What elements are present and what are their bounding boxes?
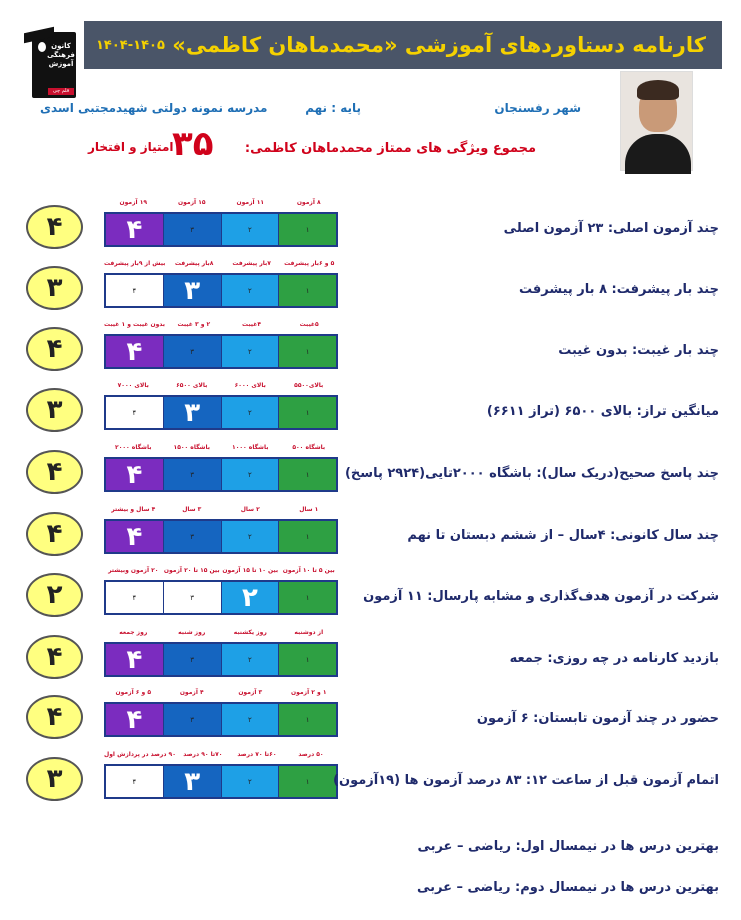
points-circle: ۳ [26,388,83,432]
level-box: ۱ [278,275,336,306]
level-label: ۷بار پیشرفت [232,260,271,267]
achievement-question: چند بار پیشرفت: ۸ بار پیشرفت [518,282,719,297]
level-labels [104,629,338,641]
level-box-achieved: ۴ [106,644,163,675]
level-scale [104,457,338,492]
level-box: ۴ [106,766,163,797]
points-circle: ۴ [26,695,83,739]
level-box: ۴ [106,582,163,613]
level-scale [104,395,338,430]
level-label: ۳ آزمون [238,689,263,696]
level-label: بین ۱۰ تا ۱۵ آزمون [222,567,279,574]
points-circle: ۲ [26,573,83,617]
level-label: بدون غیبت و ۱ غیبت [104,321,166,328]
points-circle: ۴ [26,635,83,679]
logo-text: کانون فرهنگی آموزش [47,42,75,68]
level-label: باشگاه ۵۰۰ [292,444,326,451]
level-scale [104,702,338,737]
achievement-row [0,199,741,247]
level-labels [104,567,338,579]
level-scale [104,764,338,799]
level-labels [104,444,338,456]
level-label: ۲ سال [240,506,260,513]
level-labels [104,321,338,333]
level-label: ۱۹ آزمون [119,199,148,206]
level-box: ۱ [278,704,336,735]
achievement-row [0,629,741,677]
level-label: ۴غیبت [242,321,262,328]
academic-year: ۱۴۰۴-۱۴۰۵ [96,37,165,53]
achievement-question: میانگین تراز: بالای ۶۵۰۰ (تراز ۶۶۱۱) [486,404,719,419]
best-subjects-term1: بهترین درس ها در نیمسال اول: ریاضی – عربی [417,839,719,854]
level-scale [104,580,338,615]
photo-hair [637,80,679,100]
achievement-row [0,506,741,554]
level-box-achieved: ۲ [221,582,279,613]
points-circle: ۳ [26,266,83,310]
level-box: ۱ [278,214,336,245]
level-scale [104,212,338,247]
points-circle: ۴ [26,205,83,249]
level-box-achieved: ۴ [106,336,163,367]
level-box: ۱ [278,397,336,428]
level-box: ۱ [278,582,336,613]
school-label: مدرسه نمونه دولتی شهیدمجتبی اسدی [40,101,268,115]
level-label: ۵ و ۶بار پیشرفت [284,260,335,267]
achievement-question: شرکت در آزمون هدف‌گذاری و مشابه پارسال: ۱۱ آزمون [363,589,719,604]
title-bar [84,21,722,69]
level-label: ۸ آزمون [296,199,321,206]
level-label: باشگاه ۲۰۰۰ [115,444,152,451]
achievement-row [0,444,741,492]
level-labels [104,199,338,211]
achievement-row [0,382,741,430]
level-label: ۴ سال و بیشتر [111,506,156,513]
level-label: روز یکشنبه [233,629,267,636]
level-box: ۳ [163,336,221,367]
level-label: ۴ آزمون [179,689,204,696]
level-box: ۱ [278,521,336,552]
level-label: روز جمعه [119,629,148,636]
level-label: ۶۰تا ۷۰ درصد [237,751,277,758]
logo-tag: قلم چی [48,88,74,95]
points-circle: ۳ [26,757,83,801]
achievement-row [0,689,741,737]
level-box-achieved: ۴ [106,214,163,245]
best-subjects-term2: بهترین درس ها در نیمسال دوم: ریاضی – عربی [416,880,719,895]
level-box: ۲ [221,704,279,735]
level-label: ۹۰ درصد در پردازش اول [103,751,176,758]
kanoon-logo [22,18,78,100]
level-box: ۲ [221,336,279,367]
level-label: ۵غیبت [299,321,319,328]
achievement-row [0,567,741,615]
achievement-row [0,260,741,308]
level-label: ۱ سال [299,506,319,513]
student-photo [620,71,693,171]
level-label: بین ۵ تا ۱۰ آزمون [282,567,335,574]
level-box: ۱ [278,459,336,490]
level-label: بین ۱۵ تا ۲۰ آزمون [163,567,220,574]
level-label: بیش از ۹بار پیشرفت [103,260,166,267]
level-label: ۲۰ آزمون وبیشتر [108,567,159,574]
page-title: کارنامه دستاوردهای آموزشی «محمدماهان کاظمی» [172,33,706,57]
level-box-achieved: ۳ [163,275,221,306]
level-box: ۴ [106,397,163,428]
level-label: بالای ۶۵۰۰ [176,382,208,389]
level-scale [104,642,338,677]
level-labels [104,689,338,701]
summary-label: مجموع ویژگی های ممتاز محمدماهان کاظمی: [244,141,536,156]
level-box-achieved: ۴ [106,521,163,552]
level-label: ۲ و ۳ غیبت [177,321,211,328]
level-box: ۲ [221,214,279,245]
level-box: ۳ [163,704,221,735]
grade-label: پایه : نهم [305,101,361,115]
level-box: ۱ [278,644,336,675]
achievement-question: اتمام آزمون قبل از ساعت ۱۲: ۸۳ درصد آزمون ها (۱۹آزمون) [333,773,719,788]
level-box: ۴ [106,275,163,306]
points-circle: ۴ [26,512,83,556]
level-box: ۳ [163,214,221,245]
level-box: ۳ [163,644,221,675]
level-label: ۸بار پیشرفت [174,260,214,267]
points-circle: ۴ [26,327,83,371]
level-box: ۳ [163,582,221,613]
level-label: ۳ سال [182,506,202,513]
level-label: ۱۵ آزمون [177,199,206,206]
level-box-achieved: ۴ [106,704,163,735]
level-box: ۲ [221,397,279,428]
level-scale [104,519,338,554]
total-score: ۳۵ [172,124,214,164]
level-scale [104,273,338,308]
level-box: ۲ [221,644,279,675]
level-box: ۱ [278,336,336,367]
level-labels [104,751,338,763]
level-label: ۵ و ۶ آزمون [115,689,151,696]
achievement-row [0,751,741,799]
score-label: امتیاز و افتخار [88,140,174,154]
level-label: باشگاه ۱۰۰۰ [232,444,269,451]
level-labels [104,506,338,518]
level-label: ۱ و ۲ آزمون [291,689,327,696]
points-circle: ۴ [26,450,83,494]
achievement-question: چند پاسخ صحیح(دریک سال): باشگاه ۲۰۰۰تایی(۲۹۲۴ پاسخ) [344,466,719,481]
level-box-achieved: ۳ [163,397,221,428]
level-label: بالای ۷۰۰۰ [117,382,149,389]
level-label: بالای۵۵۰۰ [294,382,324,389]
level-label: باشگاه ۱۵۰۰ [173,444,210,451]
level-box: ۲ [221,521,279,552]
achievement-question: حضور در چند آزمون تابستان: ۶ آزمون [476,711,719,726]
level-label: بالای ۶۰۰۰ [234,382,266,389]
level-label: از دوشنبه [294,629,324,636]
achievement-question: چند سال کانونی: ۴سال – از ششم دبستان تا نهم [407,528,719,543]
level-box: ۲ [221,766,279,797]
level-box: ۲ [221,275,279,306]
achievement-row [0,321,741,369]
level-scale [104,334,338,369]
level-box: ۲ [221,459,279,490]
level-label: ۵۰ درصد [298,751,324,758]
photo-shirt [625,134,691,174]
achievement-question: بازدید کارنامه در چه روزی: جمعه [509,651,719,666]
achievement-question: چند آزمون اصلی: ۲۳ آزمون اصلی [503,221,719,236]
level-box-achieved: ۳ [163,766,221,797]
level-box: ۳ [163,521,221,552]
level-box: ۱ [278,766,336,797]
level-label: روز شنبه [178,629,206,636]
level-box-achieved: ۴ [106,459,163,490]
level-labels [104,260,338,272]
level-box: ۳ [163,459,221,490]
level-labels [104,382,338,394]
level-label: ۱۱ آزمون [236,199,265,206]
achievement-question: چند بار غیبت: بدون غیبت [558,343,719,358]
level-label: ۷۰تا ۹۰ درصد [183,751,223,758]
city-label: شهر رفسنجان [494,101,581,115]
